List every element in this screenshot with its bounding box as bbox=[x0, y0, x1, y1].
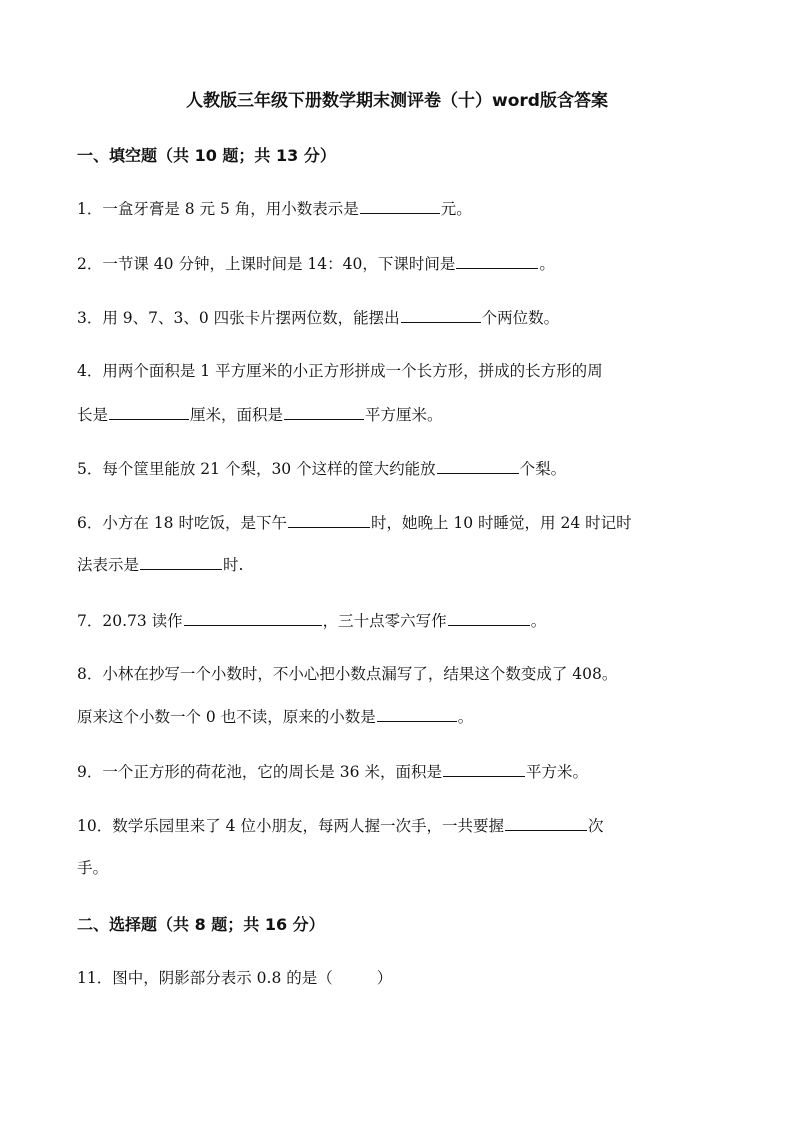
question-5 bbox=[77, 456, 717, 481]
question-5-text: 5．每个筐里能放 21 个梨，30 个这样的筐大约能放 bbox=[77, 460, 436, 478]
question-9 bbox=[77, 759, 717, 784]
question-11 bbox=[77, 966, 717, 990]
question-10-text-2: 次 bbox=[587, 817, 604, 835]
answer-blank[interactable] bbox=[443, 759, 525, 777]
question-6-end: 时. bbox=[223, 556, 244, 574]
question-2 bbox=[77, 251, 717, 276]
answer-blank[interactable] bbox=[284, 402, 364, 420]
question-4-text: 长是 bbox=[77, 406, 109, 424]
question-10 bbox=[77, 813, 717, 838]
answer-blank[interactable] bbox=[401, 305, 481, 323]
answer-blank[interactable] bbox=[360, 196, 440, 214]
question-6 bbox=[77, 510, 717, 535]
question-7-end: 。 bbox=[530, 612, 547, 630]
question-8-line-2 bbox=[77, 704, 717, 729]
answer-blank[interactable] bbox=[437, 456, 519, 474]
question-7 bbox=[77, 608, 717, 633]
question-4-line-1: 4．用两个面积是 1 平方厘米的小正方形拼成一个长方形，拼成的长方形的周 bbox=[77, 362, 603, 380]
answer-blank[interactable] bbox=[377, 704, 457, 722]
question-7-text-2: ，三十点零六写作 bbox=[322, 612, 447, 630]
question-1 bbox=[77, 196, 717, 221]
question-9-end: 平方米。 bbox=[525, 763, 588, 781]
question-3-end: 个两位数。 bbox=[481, 309, 560, 327]
question-2-end: 。 bbox=[539, 255, 555, 273]
question-3-text: 3．用 9、7、3、0 四张卡片摆两位数，能摆出 bbox=[77, 309, 400, 327]
question-6-line-2 bbox=[77, 552, 717, 577]
answer-blank[interactable] bbox=[288, 510, 370, 528]
question-10-end: 手。 bbox=[77, 859, 109, 877]
page-title: 人教版三年级下册数学期末测评卷（十）word版含答案 bbox=[186, 91, 608, 111]
question-4 bbox=[77, 359, 717, 383]
question-1-text: 1．一盒牙膏是 8 元 5 角，用小数表示是 bbox=[77, 200, 359, 218]
question-6-text-2: 时，她晚上 10 时睡觉，用 24 时记时 bbox=[370, 514, 632, 532]
question-7-text: 7．20.73 读作 bbox=[77, 612, 183, 630]
question-10-text: 10．数学乐园里来了 4 位小朋友，每两人握一次手，一共要握 bbox=[77, 817, 504, 835]
question-6-text-3: 法表示是 bbox=[77, 556, 140, 574]
section-multiple-choice: 二、选择题（共 8 题；共 16 分） bbox=[77, 915, 325, 934]
question-2-text: 2．一节课 40 分钟，上课时间是 14：40，下课时间是 bbox=[77, 255, 456, 273]
question-1-unit: 元。 bbox=[440, 200, 472, 218]
question-9-text: 9．一个正方形的荷花池，它的周长是 36 米，面积是 bbox=[77, 763, 442, 781]
answer-blank[interactable] bbox=[184, 608, 322, 626]
question-8 bbox=[77, 662, 717, 686]
question-4-line-2 bbox=[77, 402, 717, 427]
question-8-line-1: 8．小林在抄写一个小数时，不小心把小数点漏写了，结果这个数变成了 408。 bbox=[77, 665, 618, 683]
question-6-text: 6．小方在 18 时吃饭，是下午 bbox=[77, 514, 287, 532]
question-8-text: 原来这个小数一个 0 也不读，原来的小数是 bbox=[77, 708, 376, 726]
question-5-end: 个梨。 bbox=[519, 460, 567, 478]
question-4-end: 平方厘米。 bbox=[365, 406, 443, 424]
answer-blank[interactable] bbox=[448, 608, 530, 626]
answer-blank[interactable] bbox=[109, 402, 189, 420]
question-3 bbox=[77, 305, 717, 330]
question-10-line-2 bbox=[77, 856, 717, 880]
question-11-end: ） bbox=[376, 969, 393, 987]
question-4-text-2: 厘米，面积是 bbox=[190, 406, 284, 424]
answer-blank[interactable] bbox=[505, 813, 587, 831]
answer-blank[interactable] bbox=[456, 251, 538, 269]
question-8-end: 。 bbox=[457, 708, 474, 726]
section-fill-in-blank: 一、填空题（共 10 题；共 13 分） bbox=[77, 146, 336, 165]
answer-blank[interactable] bbox=[140, 552, 222, 570]
question-11-text: 11．图中，阴影部分表示 0.8 的是（ bbox=[77, 969, 333, 987]
